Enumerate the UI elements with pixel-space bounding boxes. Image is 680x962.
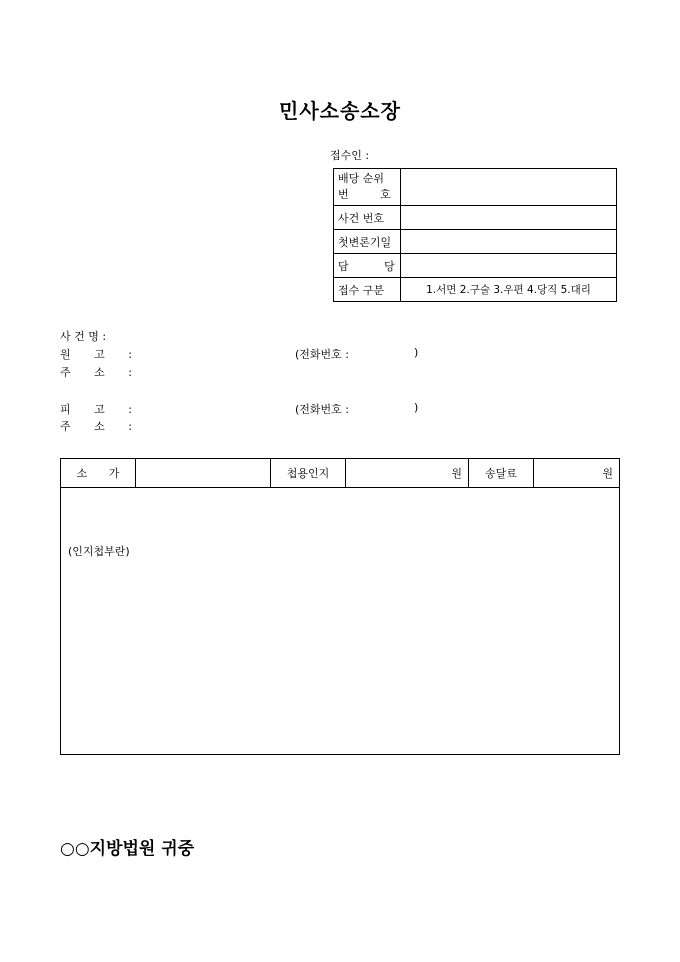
order-number-label-cell bbox=[334, 169, 401, 206]
defendant-label: 피 고 : bbox=[60, 403, 132, 416]
value-label: 소 가 bbox=[61, 459, 136, 488]
case-number-value[interactable] bbox=[401, 206, 617, 230]
postage-label: 송달료 bbox=[469, 459, 534, 488]
charge-value[interactable] bbox=[401, 254, 617, 278]
receiver-label: 접수인 : bbox=[330, 149, 370, 162]
first-hearing-label: 첫변론기일 bbox=[334, 230, 401, 254]
value-field[interactable] bbox=[136, 459, 271, 488]
fee-and-stamp-box bbox=[60, 458, 620, 755]
defendant-phone-close: ) bbox=[414, 401, 419, 414]
page-title: 민사소송소장 bbox=[279, 99, 401, 123]
court-name: ○○지방법원 귀중 bbox=[60, 839, 195, 859]
fee-table bbox=[61, 459, 619, 488]
stamp-area-label: (인지첩부란) bbox=[68, 545, 130, 558]
charge-label-cell bbox=[334, 254, 401, 278]
order-number-value[interactable] bbox=[401, 169, 617, 206]
plaintiff-address-label: 주 소 : bbox=[60, 366, 132, 379]
stamp-label: 첩용인지 bbox=[271, 459, 346, 488]
receipt-type-label: 접수 구분 bbox=[334, 278, 401, 302]
plaintiff-label: 원 고 : bbox=[60, 348, 132, 361]
receipt-table bbox=[333, 168, 617, 302]
charge-label: 담 당 bbox=[338, 259, 395, 273]
case-name-label: 사 건 명 : bbox=[60, 330, 107, 343]
order-label-line1: 배당 순위 bbox=[338, 172, 385, 185]
case-number-label: 사건 번호 bbox=[334, 206, 401, 230]
first-hearing-value[interactable] bbox=[401, 230, 617, 254]
plaintiff-phone-close: ) bbox=[414, 346, 419, 359]
defendant-phone-label: (전화번호 : bbox=[295, 403, 349, 416]
receipt-type-options: 1.서면 2.구술 3.우편 4.당직 5.대리 bbox=[401, 278, 617, 302]
order-label-line2: 번 호 bbox=[338, 188, 391, 201]
defendant-address-label: 주 소 : bbox=[60, 420, 132, 433]
postage-unit: 원 bbox=[534, 459, 620, 488]
stamp-unit: 원 bbox=[346, 459, 469, 488]
plaintiff-phone-label: (전화번호 : bbox=[295, 348, 349, 361]
